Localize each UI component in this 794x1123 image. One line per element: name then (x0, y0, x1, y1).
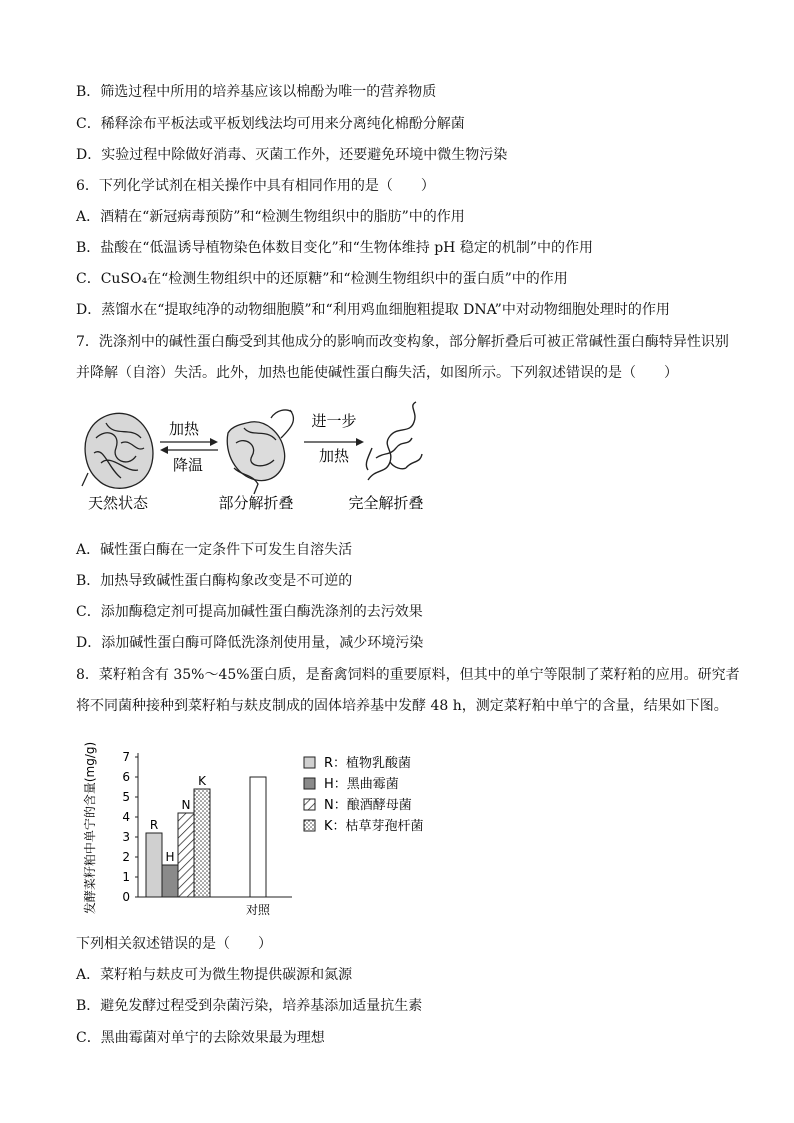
legend-swatch-h (304, 778, 315, 789)
y-tick-label: 7 (122, 750, 130, 764)
question-7-stem-2: 并降解（自溶）失活。此外，加热也能使碱性蛋白酶失活，如图所示。下列叙述错误的是（ ） (76, 365, 678, 381)
partially-unfolded-protein-image (227, 410, 293, 494)
legend-swatch-k (304, 820, 315, 831)
further-heat-arrow-head (356, 438, 364, 446)
option-6b: B．盐酸在“低温诱导植物染色体数目变化”和“生物体维持 pH 稳定的机制”中的作用 (76, 240, 593, 256)
legend-swatch-n (304, 799, 315, 810)
y-axis-title: 发酵菜籽粕中单宁的含量(mg/g) (83, 741, 97, 915)
bar-r (146, 833, 162, 897)
option-6c: C．CuSO₄在“检测生物组织中的还原糖”和“检测生物组织中的蛋白质”中的作用 (76, 271, 568, 287)
label-natural-state: 天然状态 (87, 494, 149, 512)
arrow1-bottom-label: 降温 (172, 456, 204, 474)
y-tick-label: 1 (122, 870, 130, 884)
bar-n (178, 813, 194, 897)
question-7-stem-1: 7．洗涤剂中的碱性蛋白酶受到其他成分的影响而改变构象，部分解折叠后可被正常碱性蛋白酶特异性识别 (76, 334, 729, 350)
option-6a: A．酒精在“新冠病毒预防”和“检测生物组织中的脂肪”中的作用 (76, 209, 465, 225)
option-5b: B．筛选过程中所用的培养基应该以棉酚为唯一的营养物质 (76, 84, 437, 100)
question-6-stem: 6．下列化学试剂在相关操作中具有相同作用的是（ ） (76, 178, 435, 194)
question-8-prompt: 下列相关叙述错误的是（ ） (76, 936, 272, 952)
option-8b: B．避免发酵过程受到杂菌污染，培养基添加适量抗生素 (76, 998, 423, 1014)
option-6d: D．蒸馏水在“提取纯净的动物细胞膜”和“利用鸡血细胞粗提取 DNA”中对动物细胞处理时的作用 (76, 302, 670, 318)
legend-swatch-r (304, 757, 315, 768)
option-5d: D．实验过程中除做好消毒、灭菌工作外，还要避免环境中微生物污染 (76, 147, 508, 163)
x-label-control: 对照 (245, 903, 271, 917)
cool-arrow-head (160, 446, 168, 454)
tannin-bar-chart (82, 730, 462, 930)
fully-unfolded-protein-image (366, 402, 422, 480)
option-5c: C．稀释涂布平板法或平板划线法均可用来分离纯化棉酚分解菌 (76, 116, 465, 132)
bar-h (162, 865, 178, 897)
legend-entry-r: R：植物乳酸菌 (324, 756, 412, 771)
option-8a: A．菜籽粕与麸皮可为微生物提供碳源和氮源 (76, 967, 353, 983)
bar-control (250, 777, 266, 897)
bar-label-h: H (165, 850, 175, 864)
legend-entry-k: K：枯草芽孢杆菌 (324, 819, 424, 834)
protein-unfolding-figure (76, 398, 436, 516)
label-full-unfold: 完全解折叠 (348, 494, 424, 512)
tannin-chart-svg (82, 730, 462, 930)
legend-entry-n: N：酿酒酵母菌 (324, 798, 412, 813)
y-tick-label: 0 (122, 890, 130, 904)
option-8c: C．黑曲霉菌对单宁的去除效果最为理想 (76, 1030, 325, 1046)
option-7c: C．添加酶稳定剂可提高加碱性蛋白酶洗涤剂的去污效果 (76, 604, 423, 620)
arrow1-top-label: 加热 (168, 420, 200, 438)
label-partial-unfold: 部分解折叠 (218, 494, 294, 512)
question-8-stem-1: 8．菜籽粕含有 35%～45%蛋白质，是畜禽饲料的重要原料，但其中的单宁等限制了菜籽粕的应用。研究者 (76, 667, 740, 683)
y-tick-label: 6 (122, 770, 130, 784)
y-tick-label: 3 (122, 830, 130, 844)
option-7a: A．碱性蛋白酶在一定条件下可发生自溶失活 (76, 542, 353, 558)
arrow2-top-label: 进一步 (311, 412, 357, 430)
y-tick-label: 5 (122, 790, 130, 804)
bar-label-r: R (149, 818, 159, 832)
y-tick-label: 4 (122, 810, 130, 824)
heat-arrow-head (210, 438, 218, 446)
arrow2-bottom-label: 加热 (318, 447, 350, 465)
bar-k (194, 789, 210, 897)
protein-unfolding-svg (76, 398, 436, 516)
y-tick-label: 2 (122, 850, 130, 864)
question-8-stem-2: 将不同菌种接种到菜籽粕与麸皮制成的固体培养基中发酵 48 h，测定菜籽粕中单宁的含量，结果如下图。 (76, 698, 728, 714)
bar-label-n: N (181, 798, 191, 812)
legend-entry-h: H：黑曲霉菌 (324, 777, 399, 792)
bar-label-k: K (198, 774, 206, 788)
option-7d: D．添加碱性蛋白酶可降低洗涤剂使用量，减少环境污染 (76, 635, 424, 651)
option-7b: B．加热导致碱性蛋白酶构象改变是不可逆的 (76, 573, 353, 589)
natural-state-protein-image (82, 413, 153, 488)
